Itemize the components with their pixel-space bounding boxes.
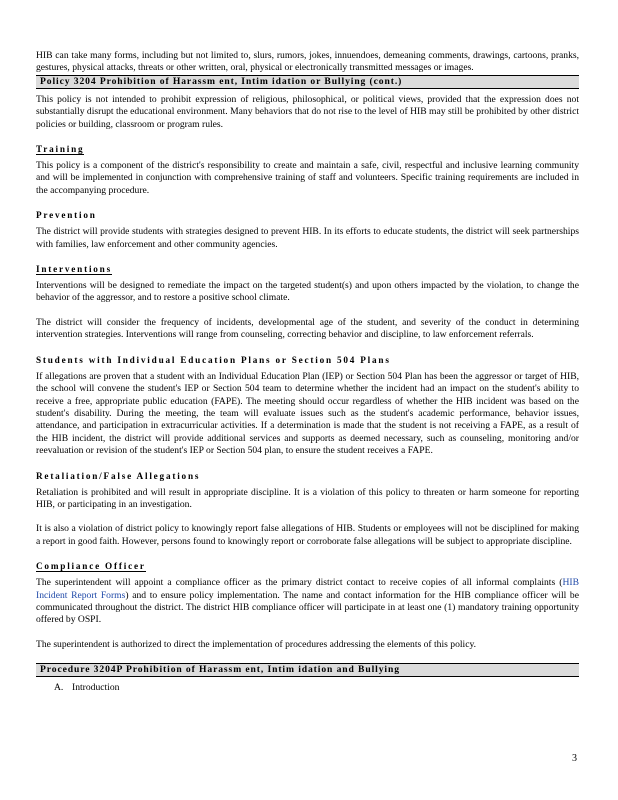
intro-paragraph: HIB can take many forms, including but not limited to, slurs, rumors, jokes, innuendoes, demeaning comments, drawings, cartoons, pranks, gestures, physical attacks, threats or other written, oral, physical or electronically transmitted messages or images. — [36, 50, 579, 74]
interventions-heading: Interventions — [36, 264, 112, 275]
prevention-paragraph: The district will provide students with strategies designed to prevent HIB. In its efforts to educate students, the district will seek partnerships with families, law enforcement and other community agencies. — [36, 226, 579, 250]
compliance-paragraph-2: The superintendent is authorized to direct the implementation of procedures addressing the elements of this policy. — [36, 638, 477, 650]
expression-paragraph: This policy is not intended to prohibit expression of religious, philosophical, or political views, provided that the expression does not substantially disrupt the educational environment. Many behaviors that do not rise to the level of HIB may still be prohibited by other district policies or building, classroom or program rules. — [36, 93, 579, 130]
policy-banner: Policy 3204 Prohibition of Harassm ent, Intim idation or Bullying (cont.) — [36, 75, 579, 89]
page-number: 3 — [572, 753, 577, 764]
training-paragraph: This policy is a component of the district's responsibility to create and maintain a safe, civil, respectful and inclusive learning community and will be implemented in conjunction with comprehensive training of staff and volunteers. Specific training requirements are included in the accompanying procedure. — [36, 160, 579, 196]
list-item — [36, 682, 579, 694]
compliance-paragraph-1: The superintendent will appoint a compliance officer as the primary district contact to receive copies of all informal complaints (HIB Incident Report Forms) and to ensure policy implementation. The name and contact information for the HIB compliance officer will be communicated throughout the district. The district HIB compliance officer will participate in at least one (1) mandatory training opportunity offered by OSPI. — [36, 577, 579, 626]
interventions-paragraph-2: The district will consider the frequency of incidents, developmental age of the student, and severity of the conduct in determining intervention strategies. Interventions will range from counseling, correcting behavior and discipline, to law enforcement referrals. — [36, 316, 579, 341]
procedure-banner: Procedure 3204P Prohibition of Harassm ent, Intim idation and Bullying — [36, 663, 579, 677]
iep-heading: Students with Individual Education Plans or Section 504 Plans — [36, 354, 391, 365]
training-heading: Training — [36, 144, 85, 155]
list-label: Introduction — [72, 682, 120, 694]
interventions-paragraph-1: Interventions will be designed to remediate the impact on the targeted student(s) and upon others impacted by the violation, to change the behavior of the aggressor, and to restore a positive school climate. — [36, 280, 579, 304]
iep-paragraph: If allegations are proven that a student with an Individual Education Plan (IEP) or Section 504 Plan has been the aggressor or target of HIB, the school will convene the student's IEP or Section 504 team to determine whether the incident had an impact on the student's ability to receive a free, appropriate public education (FAPE). The meeting should occur regardless of whether the HIB incident was based on the student's disability. During the meeting, the team will evaluate issues such as the student's academic performance, behavior issues, attendance, and participation in extracurricular activities. If a determination is made that the student is not receiving a FAPE, as a result of the HIB incident, the district will provide additional services and supports as deemed necessary, such as counseling, monitoring and/or reevaluation or revision of the student's IEP or Section 504 plan, to ensure the student receives a FAPE. — [36, 370, 579, 457]
list-marker: A. — [54, 682, 64, 694]
prevention-heading: Prevention — [36, 210, 97, 221]
retaliation-heading: Retaliation/False Allegations — [36, 470, 201, 481]
retaliation-paragraph-1: Retaliation is prohibited and will result in appropriate discipline. It is a violation of this policy to threaten or harm someone for reporting HIB, or participating in an investigation. — [36, 486, 579, 510]
compliance-heading: Compliance Officer — [36, 561, 146, 572]
document-page — [36, 50, 579, 695]
hib-incident-report-forms-link[interactable]: HIB Incident Report Forms — [36, 577, 579, 601]
retaliation-paragraph-2: It is also a violation of district policy to knowingly report false allegations of HIB. Students or employees will not be disciplined for making a report in good faith. However, persons found to knowingly report or corroborate false allegations will be subject to appropriate discipline. — [36, 523, 579, 547]
